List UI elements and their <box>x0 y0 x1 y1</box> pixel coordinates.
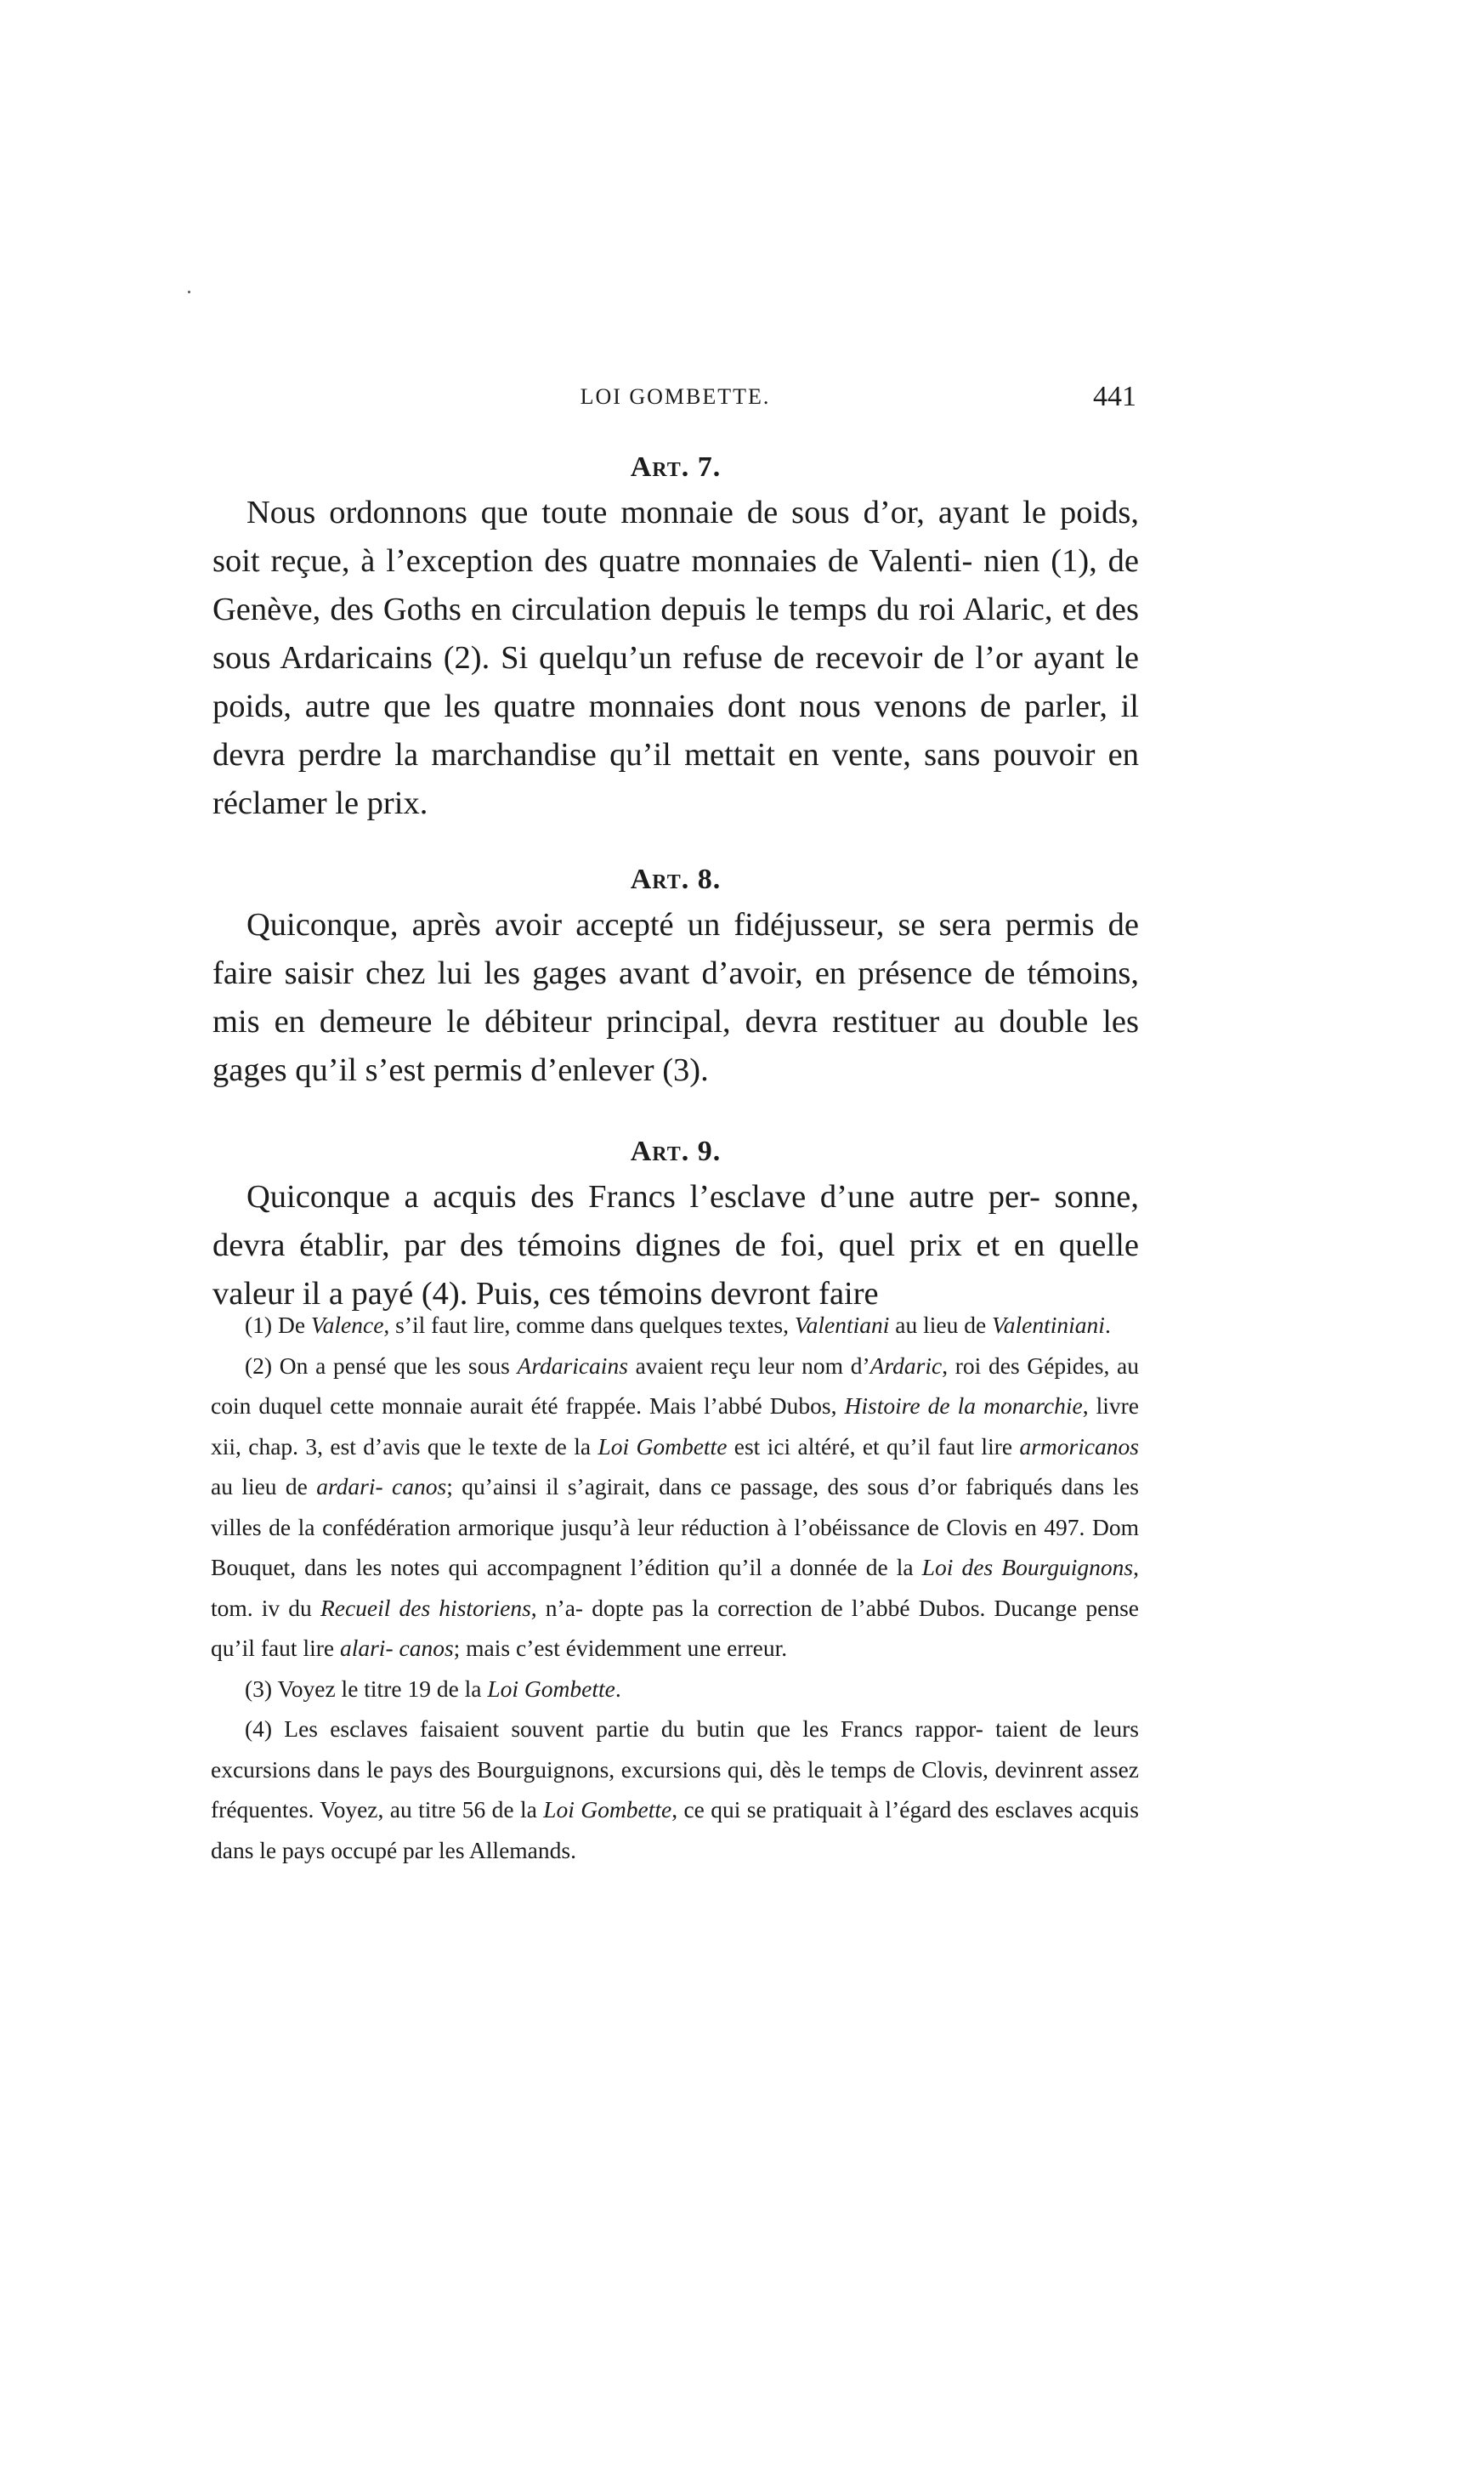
article-8-text: Quiconque, après avoir accepté un fidéjusseur, se sera permis de faire saisir chez lui les gages avant d’avoir, en présence de témoins, mis en demeure le débiteur principal, devra restituer au double les gages qu’il s’est permis d’enlever (3). <box>212 907 1139 1088</box>
article-8-heading: Art. 8. <box>630 864 722 895</box>
footnote-1: (1) De Valence, s’il faut lire, comme dans quelques textes, Valentiani au lieu de Valentiniani. <box>245 1312 1111 1338</box>
article-7-heading: Art. 7. <box>630 451 722 483</box>
main-text <box>212 446 1139 1318</box>
footnote-3: (3) Voyez le titre 19 de la Loi Gombette. <box>245 1675 621 1702</box>
article-9-heading: Art. 9. <box>630 1136 722 1167</box>
footnotes <box>211 1305 1139 1870</box>
footnote-marker: (4) <box>245 1715 273 1742</box>
article-7-text: Nous ordonnons que toute monnaie de sous d’or, ayant le poids, soit reçue, à l’exception des quatre monnaies de Valenti- nien (1), de Genève, des Goths en circulation depuis le temps du roi Alaric, et des sous Ardaricains (2). Si quelqu’un refuse de recevoir de l’or ayant le poids, autre que les quatre monnaies dont nous venons de parler, il devra perdre la marchandise qu’il mettait en vente, sans pouvoir en réclamer le prix. <box>212 495 1139 821</box>
paper-speck <box>188 291 190 293</box>
running-header <box>214 381 1136 422</box>
page-number: 441 <box>1093 381 1136 412</box>
footnote-marker: (3) <box>245 1675 273 1702</box>
article-9-text: Quiconque a acquis des Francs l’esclave d’une autre per- sonne, devra établir, par des témoins dignes de foi, quel prix et en quelle valeur il a payé (4). Puis, ces témoins devront faire <box>212 1179 1139 1312</box>
running-title: LOI GOMBETTE. <box>580 384 771 409</box>
footnote-4: (4) Les esclaves faisaient souvent partie du butin que les Francs rappor- taient de leurs excursions dans le pays des Bourguignons, excursions qui, dès le temps de Clovis, devinrent assez fréquentes. Voyez, au titre 56 de la Loi Gombette, ce qui se pratiquait à l’égard des esclaves acquis dans le pays occupé par les Allemands. <box>211 1715 1139 1863</box>
footnote-marker: (2) <box>245 1352 273 1379</box>
footnote-2: (2) On a pensé que les sous Ardaricains avaient reçu leur nom d’Ardaric, roi des Gépides, au coin duquel cette monnaie aurait été frappée. Mais l’abbé Dubos, Histoire de la monarchie, livre xii, chap. 3, est d’avis que le texte de la Loi Gombette est ici altéré, et qu’il faut lire armoricanos au lieu de ardari- canos; qu’ainsi il s’agirait, dans ce passage, des sous d’or fabriqués dans les villes de la confédération armorique jusqu’à leur réduction à l’obéissance de Clovis en 497. Dom Bouquet, dans les notes qui accompagnent l’édition qu’il a donnée de la Loi des Bourguignons, tom. iv du Recueil des historiens, n’a- dopte pas la correction de l’abbé Dubos. Ducange pense qu’il faut lire alari- canos; mais c’est évidemment une erreur. <box>211 1352 1140 1661</box>
footnote-marker: (1) <box>245 1312 273 1338</box>
